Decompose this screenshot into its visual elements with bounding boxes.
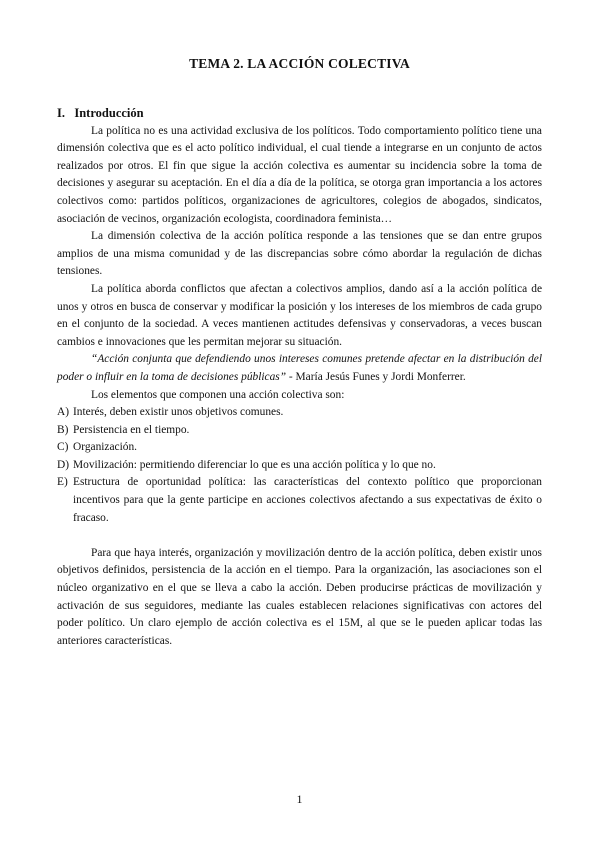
- quote-text: “Acción conjunta que defendiendo unos intereses comunes pretende afectar en la distribución del poder o influir en la toma de decisiones públicas”: [57, 353, 542, 383]
- paragraph-3: La política aborda conflictos que afectan a colectivos amplios, dando así a la acción política de unos y otros en busca de conservar y modificar la posición y los intereses de los miembros de cada grupo en el conjunto de la sociedad. A veces mantienen actitudes defensivas y conservadoras, a veces buscan cambios e innovaciones que les permitan mejorar su situación.: [57, 282, 542, 348]
- paragraph-1: La política no es una actividad exclusiva de los políticos. Todo comportamiento político tiene una dimensión colectiva que es el acto político individual, el cual tiende a integrarse en un conjunto de actos realizados por otros. El fin que sigue la acción colectiva es aumentar su incidencia sobre la toma de decisiones y asegurar su aceptación. En el día a día de la política, se otorga gran importancia a los actores colectivos como: partidos políticos, organizaciones de agricultores, colegios de abogados, sindicatos, asociación de vecinos, organización ecologista, coordinadora feminista…: [57, 124, 542, 225]
- paragraph-2: La dimensión colectiva de la acción política responde a las tensiones que se dan entre grupos amplios de una misma comunidad y de las discrepancias sobre cómo abordar la regulación de dichas tensiones.: [57, 230, 542, 278]
- list-marker: D): [57, 458, 70, 471]
- list-item-text: Interés, deben existir unos objetivos comunes.: [73, 406, 284, 419]
- list-marker: A): [57, 406, 70, 419]
- quote-paragraph: [57, 351, 542, 386]
- quote-author: - María Jesús Funes y Jordi Monferrer.: [286, 370, 466, 383]
- list-marker: C): [57, 441, 69, 454]
- list-item: [57, 474, 542, 527]
- list-marker: B): [57, 423, 69, 436]
- list-item: [57, 404, 542, 422]
- list-marker: E): [57, 476, 68, 489]
- closing-paragraph: Para que haya interés, organización y movilización dentro de la acción política, deben existir unos objetivos definidos, persistencia de la acción en el tiempo. Para la organización, las asociaciones son el núcleo organizativo en el que se lleva a cabo la acción. Deben producirse prácticas de movilización y activación de sus seguidores, mediante las cuales establecen relaciones significativas con actores del poder político. Un claro ejemplo de acción colectiva es el 15M, al que se le pueden aplicar todas las anteriores características.: [57, 546, 542, 647]
- page-number: 1: [296, 792, 303, 806]
- list-intro: Los elementos que componen una acción colectiva son:: [91, 388, 345, 401]
- elements-list: [57, 404, 542, 527]
- list-item-text: Movilización: permitiendo diferenciar lo que es una acción política y lo que no.: [73, 458, 436, 471]
- page-content: [57, 56, 542, 650]
- list-item-text: Persistencia en el tiempo.: [73, 423, 190, 436]
- document-title: TEMA 2. LA ACCIÓN COLECTIVA: [189, 56, 410, 71]
- list-item: [57, 457, 542, 475]
- list-item: [57, 439, 542, 457]
- list-item-text: Organización.: [73, 441, 137, 454]
- paragraph-gap: [57, 527, 542, 545]
- list-item-text: Estructura de oportunidad política: las características del contexto político que proporcionan incentivos para que la gente participe en acciones colectivos afectando a sus expectativas de éxito o fracaso.: [73, 476, 542, 524]
- list-item: [57, 422, 542, 440]
- section-heading: I. Introducción: [57, 106, 144, 120]
